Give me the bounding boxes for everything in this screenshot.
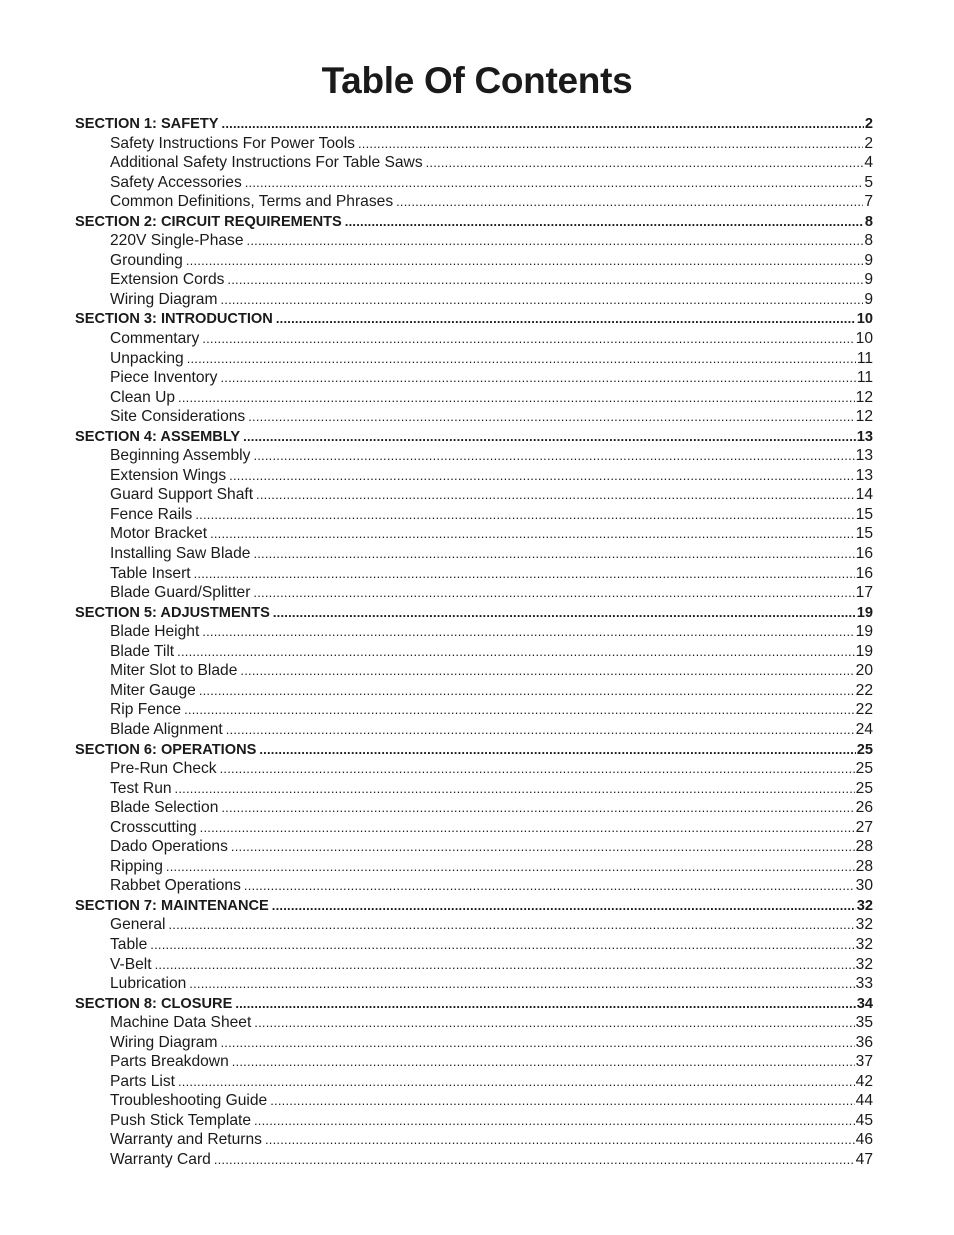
- dot-leader: [200, 818, 855, 838]
- toc-page-number: 25: [856, 741, 873, 758]
- toc-page-number: 36: [855, 1033, 873, 1051]
- toc-entry-label: Pre-Run Check: [110, 760, 217, 778]
- toc-entry-label: Warranty and Returns: [110, 1131, 262, 1149]
- toc-entry-row[interactable]: [75, 681, 873, 701]
- dot-leader: [232, 1052, 855, 1072]
- toc-section-row[interactable]: [75, 896, 873, 916]
- toc-entry-row[interactable]: [75, 818, 873, 838]
- toc-entry-row[interactable]: [75, 915, 873, 935]
- toc-page-number: 33: [855, 975, 873, 993]
- dot-leader: [187, 349, 856, 369]
- toc-entry-row[interactable]: [75, 857, 873, 877]
- toc-entry-row[interactable]: [75, 544, 873, 564]
- dot-leader: [254, 1111, 855, 1131]
- toc-entry-label: Miter Slot to Blade: [110, 662, 238, 680]
- toc-page-number: 11: [856, 369, 873, 387]
- toc-entry-row[interactable]: [75, 153, 873, 173]
- toc-entry-row[interactable]: [75, 622, 873, 642]
- toc-entry-row[interactable]: [75, 173, 873, 193]
- toc-page-number: 19: [855, 642, 873, 660]
- toc-section-label: SECTION 6: OPERATIONS: [75, 741, 257, 758]
- toc-entry-row[interactable]: [75, 1091, 873, 1111]
- dot-leader: [276, 309, 856, 329]
- toc-page-number: 32: [855, 916, 873, 934]
- toc-page-number: 32: [855, 955, 873, 973]
- toc-page-number: 15: [855, 525, 873, 543]
- toc-section-row[interactable]: [75, 740, 873, 760]
- toc-entry-label: Site Considerations: [110, 408, 246, 426]
- toc-entry-row[interactable]: [75, 231, 873, 251]
- dot-leader: [245, 173, 864, 193]
- dot-leader: [150, 935, 854, 955]
- toc-entry-label: Table: [110, 935, 148, 953]
- toc-entry-row[interactable]: [75, 505, 873, 525]
- dot-leader: [254, 1013, 854, 1033]
- toc-entry-row[interactable]: [75, 661, 873, 681]
- toc-entry-row[interactable]: [75, 955, 873, 975]
- toc-entry-label: Ripping: [110, 857, 163, 875]
- dot-leader: [220, 1033, 854, 1053]
- toc-entry-label: Commentary: [110, 330, 200, 348]
- toc-entry-row[interactable]: [75, 192, 873, 212]
- dot-leader: [221, 798, 854, 818]
- toc-page-number: 47: [855, 1150, 873, 1168]
- toc-page-number: 10: [855, 330, 873, 348]
- toc-page-number: 19: [855, 623, 873, 641]
- toc-entry-row[interactable]: [75, 642, 873, 662]
- toc-page-number: 22: [855, 701, 873, 719]
- toc-entry-label: Wiring Diagram: [110, 1033, 218, 1051]
- toc-entry-row[interactable]: [75, 720, 873, 740]
- dot-leader: [189, 974, 854, 994]
- toc-entry-row[interactable]: [75, 583, 873, 603]
- toc-page-number: 34: [856, 995, 873, 1012]
- toc-entry-label: Miter Gauge: [110, 681, 196, 699]
- toc-page-number: 13: [856, 428, 873, 445]
- dot-leader: [231, 837, 855, 857]
- toc-entry-label: Motor Bracket: [110, 525, 208, 543]
- dot-leader: [227, 270, 863, 290]
- toc-entry-row[interactable]: [75, 290, 873, 310]
- dot-leader: [273, 603, 856, 623]
- toc-entry-label: Safety Accessories: [110, 173, 242, 191]
- dot-leader: [194, 564, 855, 584]
- dot-leader: [240, 661, 854, 681]
- toc-page-number: 16: [855, 545, 873, 563]
- toc-entry-row[interactable]: [75, 1052, 873, 1072]
- toc-page-number: 17: [855, 584, 873, 602]
- dot-leader: [175, 779, 855, 799]
- toc-page-number: 26: [855, 799, 873, 817]
- toc-entry-row[interactable]: [75, 1013, 873, 1033]
- toc-entry-row[interactable]: [75, 1150, 873, 1170]
- dot-leader: [244, 876, 855, 896]
- toc-entry-row[interactable]: [75, 349, 873, 369]
- toc-section-label: SECTION 3: INTRODUCTION: [75, 311, 273, 328]
- toc-entry-label: Blade Alignment: [110, 720, 223, 738]
- toc-entry-label: Parts List: [110, 1072, 175, 1090]
- toc-entry-label: Additional Safety Instructions For Table Saws: [110, 154, 423, 172]
- toc-page-number: 14: [855, 486, 873, 504]
- toc-page-number: 5: [864, 173, 873, 191]
- toc-section-row[interactable]: [75, 994, 873, 1014]
- toc-section-row[interactable]: [75, 427, 873, 447]
- toc-entry-label: Fence Rails: [110, 505, 193, 523]
- toc-page-number: 8: [864, 213, 873, 230]
- toc-entry-row[interactable]: [75, 564, 873, 584]
- toc-page-number: 8: [864, 232, 873, 250]
- toc-entry-label: Machine Data Sheet: [110, 1014, 252, 1032]
- toc-entry-row[interactable]: [75, 446, 873, 466]
- toc-page-number: 2: [864, 134, 873, 152]
- toc-page-number: 12: [855, 388, 873, 406]
- dot-leader: [155, 955, 855, 975]
- dot-leader: [256, 485, 855, 505]
- toc-page-number: 10: [856, 311, 873, 328]
- toc-section-label: SECTION 5: ADJUSTMENTS: [75, 604, 270, 621]
- toc-entry-label: Extension Cords: [110, 271, 225, 289]
- toc-page-number: 37: [855, 1053, 873, 1071]
- toc-page-number: 7: [864, 193, 873, 211]
- toc-page-number: 24: [855, 720, 873, 738]
- toc-entry-row[interactable]: [75, 1111, 873, 1131]
- toc-entry-row[interactable]: [75, 974, 873, 994]
- toc-entry-row[interactable]: [75, 1033, 873, 1053]
- toc-entry-row[interactable]: [75, 407, 873, 427]
- toc-page-number: 28: [855, 857, 873, 875]
- dot-leader: [178, 1072, 855, 1092]
- toc-page-number: 32: [856, 897, 873, 914]
- toc-page-number: 20: [855, 662, 873, 680]
- toc-page-number: 19: [856, 604, 873, 621]
- toc-entry-label: 220V Single-Phase: [110, 232, 244, 250]
- toc-entry-label: Push Stick Template: [110, 1111, 251, 1129]
- dot-leader: [202, 622, 854, 642]
- dot-leader: [247, 231, 864, 251]
- toc-entry-label: Wiring Diagram: [110, 290, 218, 308]
- toc-entry-label: Common Definitions, Terms and Phrases: [110, 193, 394, 211]
- dot-leader: [243, 427, 856, 447]
- toc-entry-row[interactable]: [75, 134, 873, 154]
- toc-entry-row[interactable]: [75, 466, 873, 486]
- dot-leader: [259, 740, 855, 760]
- toc-entry-label: Safety Instructions For Power Tools: [110, 134, 355, 152]
- table-of-contents: [75, 114, 873, 1170]
- dot-leader: [426, 153, 864, 173]
- toc-section-label: SECTION 1: SAFETY: [75, 116, 219, 132]
- toc-section-label: SECTION 2: CIRCUIT REQUIREMENTS: [75, 213, 342, 230]
- toc-entry-label: Table Insert: [110, 564, 191, 582]
- toc-entry-label: Piece Inventory: [110, 369, 218, 387]
- toc-page-number: 44: [855, 1092, 873, 1110]
- dot-leader: [214, 1150, 855, 1170]
- toc-page-number: 13: [855, 466, 873, 484]
- dot-leader: [265, 1130, 855, 1150]
- page-title: Table Of Contents: [321, 60, 633, 101]
- toc-page-number: 28: [855, 838, 873, 856]
- dot-leader: [270, 1091, 854, 1111]
- toc-section-label: SECTION 7: MAINTENANCE: [75, 897, 269, 914]
- dot-leader: [177, 642, 854, 662]
- dot-leader: [186, 251, 863, 271]
- toc-entry-label: V-Belt: [110, 955, 152, 973]
- toc-section-row[interactable]: [75, 114, 873, 134]
- toc-entry-label: Rip Fence: [110, 701, 182, 719]
- toc-entry-row[interactable]: [75, 779, 873, 799]
- toc-page-number: 25: [855, 779, 873, 797]
- dot-leader: [226, 720, 855, 740]
- dot-leader: [253, 583, 854, 603]
- toc-entry-row[interactable]: [75, 837, 873, 857]
- toc-page-number: 9: [864, 290, 873, 308]
- toc-entry-label: Blade Tilt: [110, 642, 175, 660]
- toc-entry-label: Warranty Card: [110, 1150, 211, 1168]
- toc-entry-label: Blade Height: [110, 623, 200, 641]
- toc-page-number: 9: [864, 251, 873, 269]
- toc-page-number: 13: [855, 447, 873, 465]
- toc-page-number: 12: [855, 408, 873, 426]
- dot-leader: [195, 505, 854, 525]
- toc-entry-label: Dado Operations: [110, 838, 228, 856]
- dot-leader: [396, 192, 863, 212]
- dot-leader: [222, 114, 864, 134]
- toc-page-number: 30: [855, 877, 873, 895]
- dot-leader: [178, 388, 855, 408]
- toc-page-number: 46: [855, 1131, 873, 1149]
- dot-leader: [345, 212, 864, 232]
- toc-entry-label: Installing Saw Blade: [110, 545, 251, 563]
- toc-page-number: 42: [855, 1072, 873, 1090]
- dot-leader: [248, 407, 854, 427]
- dot-leader: [168, 915, 854, 935]
- toc-entry-label: Grounding: [110, 251, 183, 269]
- toc-page-number: 25: [855, 760, 873, 778]
- toc-entry-row[interactable]: [75, 329, 873, 349]
- toc-entry-label: Crosscutting: [110, 818, 197, 836]
- toc-page-number: 45: [855, 1111, 873, 1129]
- dot-leader: [358, 134, 863, 154]
- toc-entry-row[interactable]: [75, 700, 873, 720]
- dot-leader: [220, 759, 855, 779]
- toc-entry-row[interactable]: [75, 935, 873, 955]
- toc-entry-label: Clean Up: [110, 388, 176, 406]
- toc-section-row[interactable]: [75, 212, 873, 232]
- toc-entry-row[interactable]: [75, 1072, 873, 1092]
- toc-page-number: 16: [855, 564, 873, 582]
- dot-leader: [220, 290, 863, 310]
- toc-page-number: 4: [864, 154, 873, 172]
- dot-leader: [184, 700, 855, 720]
- dot-leader: [220, 368, 855, 388]
- dot-leader: [202, 329, 854, 349]
- toc-section-label: SECTION 8: CLOSURE: [75, 995, 233, 1012]
- toc-entry-row[interactable]: [75, 270, 873, 290]
- toc-page-number: 27: [855, 818, 873, 836]
- toc-entry-row[interactable]: [75, 876, 873, 896]
- toc-entry-label: Beginning Assembly: [110, 447, 251, 465]
- toc-entry-row[interactable]: [75, 485, 873, 505]
- toc-page-number: 11: [856, 349, 873, 367]
- toc-entry-label: Guard Support Shaft: [110, 486, 254, 504]
- toc-page-number: 2: [864, 116, 873, 132]
- toc-entry-label: Test Run: [110, 779, 172, 797]
- toc-entry-label: Troubleshooting Guide: [110, 1092, 268, 1110]
- toc-entry-row[interactable]: [75, 388, 873, 408]
- dot-leader: [166, 857, 855, 877]
- dot-leader: [272, 896, 856, 916]
- toc-entry-label: Rabbet Operations: [110, 877, 241, 895]
- toc-section-row[interactable]: [75, 309, 873, 329]
- toc-entry-label: Lubrication: [110, 975, 187, 993]
- toc-page-number: 32: [855, 935, 873, 953]
- dot-leader: [253, 544, 854, 564]
- toc-entry-label: Parts Breakdown: [110, 1053, 229, 1071]
- toc-entry-label: Blade Selection: [110, 799, 219, 817]
- toc-entry-row[interactable]: [75, 368, 873, 388]
- toc-page-number: 22: [855, 681, 873, 699]
- toc-page-number: 35: [855, 1014, 873, 1032]
- dot-leader: [253, 446, 854, 466]
- toc-section-label: SECTION 4: ASSEMBLY: [75, 428, 241, 445]
- toc-entry-row[interactable]: [75, 798, 873, 818]
- toc-page-number: 9: [864, 271, 873, 289]
- toc-entry-label: Extension Wings: [110, 466, 227, 484]
- toc-entry-row[interactable]: [75, 524, 873, 544]
- dot-leader: [229, 466, 855, 486]
- toc-entry-label: General: [110, 916, 166, 934]
- toc-section-row[interactable]: [75, 603, 873, 623]
- toc-entry-label: Blade Guard/Splitter: [110, 584, 251, 602]
- dot-leader: [235, 994, 855, 1014]
- dot-leader: [199, 681, 855, 701]
- dot-leader: [210, 524, 855, 544]
- toc-entry-row[interactable]: [75, 1130, 873, 1150]
- toc-entry-row[interactable]: [75, 759, 873, 779]
- toc-entry-label: Unpacking: [110, 349, 184, 367]
- toc-page-number: 15: [855, 505, 873, 523]
- toc-entry-row[interactable]: [75, 251, 873, 271]
